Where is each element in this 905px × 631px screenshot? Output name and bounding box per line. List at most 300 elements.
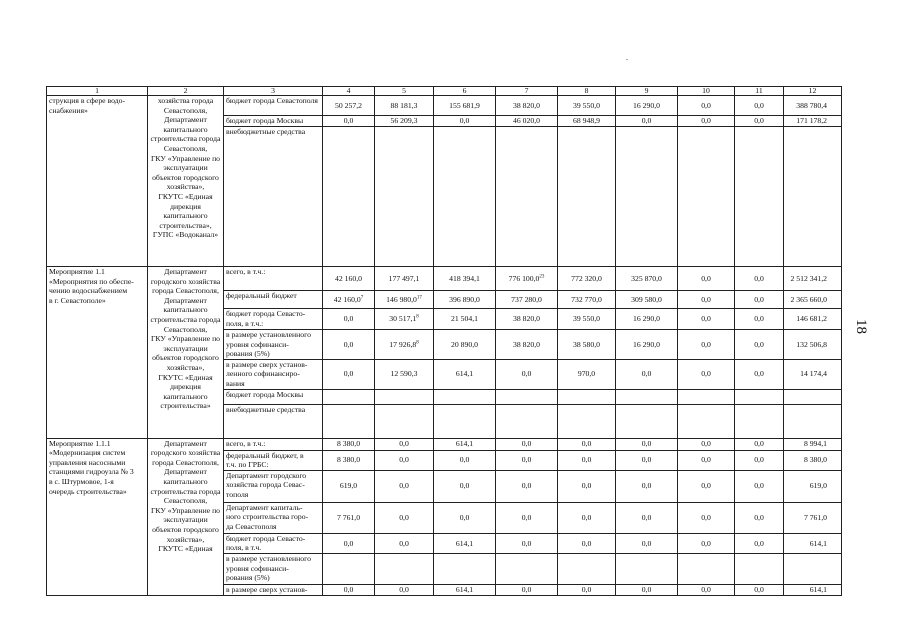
value-text: 2 365 660,0 <box>790 294 827 304</box>
value-text: 0,0 <box>701 273 711 283</box>
value-text: 0,0 <box>641 116 652 126</box>
value-cell <box>434 330 496 360</box>
value-text: 16 290,0 <box>633 100 660 110</box>
column-header: 1 <box>47 87 148 96</box>
value-cell <box>434 438 496 450</box>
value-text: 0,0 <box>399 584 409 594</box>
value-cell <box>558 330 616 360</box>
value-cell <box>558 404 616 438</box>
funding-source: бюджет города Севасто- поля, в т.ч.: <box>224 309 323 330</box>
value-cell <box>434 470 496 502</box>
value-text: 614,1 <box>809 584 827 594</box>
header-row <box>47 87 842 96</box>
value-cell <box>375 404 434 438</box>
value-cell <box>496 267 558 291</box>
value-cell <box>558 584 616 595</box>
value-text: 0,0 <box>399 455 409 465</box>
value-cell <box>735 584 784 595</box>
value-cell <box>375 470 434 502</box>
value-cell <box>735 450 784 470</box>
value-cell <box>616 553 678 584</box>
value-cell <box>558 389 616 404</box>
value-text: 0,0 <box>701 339 711 349</box>
value-cell <box>784 450 842 470</box>
value-text: 732 770,0 <box>571 294 602 304</box>
value-text: 0,0 <box>581 538 592 548</box>
value-cell <box>616 309 678 330</box>
value-text: 38 820,0 <box>513 314 540 324</box>
value-cell <box>735 267 784 291</box>
value-text: 619,0 <box>809 481 827 491</box>
value-text: 0,0 <box>399 512 409 522</box>
value-text: 16 290,0 <box>633 314 660 324</box>
value-cell <box>375 116 434 127</box>
value-cell <box>323 389 375 404</box>
value-text: 0,0 <box>343 339 354 349</box>
value-cell <box>784 267 842 291</box>
value-text: 0,0 <box>701 481 711 491</box>
value-text: 8 380,0 <box>336 439 361 449</box>
value-text: 614,1 <box>455 369 474 379</box>
value-cell <box>558 470 616 502</box>
value-text: 0,0 <box>343 369 354 379</box>
value-text: 0,0 <box>701 314 711 324</box>
funding-source: федеральный бюджет, в т.ч. по ГРБС: <box>224 450 323 470</box>
value-cell <box>678 291 735 309</box>
value-cell <box>434 116 496 127</box>
value-text: 0,0 <box>701 584 711 594</box>
value-cell <box>323 127 375 267</box>
value-cell <box>678 553 735 584</box>
value-cell <box>678 116 735 127</box>
value-cell <box>323 470 375 502</box>
funding-source: всего, в т.ч.: <box>224 267 323 291</box>
footnote-mark: 8 <box>416 314 419 320</box>
value-cell <box>678 470 735 502</box>
value-cell <box>496 502 558 533</box>
value-text: 0,0 <box>701 369 711 379</box>
value-cell <box>784 330 842 360</box>
value-text: 309 580,0 <box>631 294 662 304</box>
value-cell <box>616 404 678 438</box>
value-text: 0,0 <box>521 512 532 522</box>
value-text: 56 209,3 <box>390 116 418 126</box>
footnote-mark: 8 <box>416 340 419 346</box>
value-cell <box>434 96 496 116</box>
value-text: 0,0 <box>754 512 764 522</box>
value-text: 42 160,0 <box>335 273 362 283</box>
column-header: 9 <box>616 87 678 96</box>
column-header: 3 <box>224 87 323 96</box>
value-cell <box>784 359 842 389</box>
value-cell <box>616 359 678 389</box>
value-cell <box>375 502 434 533</box>
value-cell <box>434 502 496 533</box>
value-cell <box>375 533 434 553</box>
value-text: 388 780,4 <box>796 100 827 110</box>
value-cell <box>496 127 558 267</box>
value-text: 0,0 <box>754 294 764 304</box>
value-cell <box>496 359 558 389</box>
value-cell <box>434 127 496 267</box>
value-text: 0,0 <box>754 439 764 449</box>
value-cell <box>558 450 616 470</box>
footnote-mark: 17 <box>416 295 422 301</box>
value-cell <box>735 116 784 127</box>
value-cell <box>434 584 496 595</box>
value-cell <box>496 438 558 450</box>
value-text: 0,0 <box>581 584 592 594</box>
value-cell <box>323 553 375 584</box>
value-text: 0,0 <box>521 369 532 379</box>
value-cell <box>323 404 375 438</box>
value-cell <box>496 291 558 309</box>
value-cell <box>323 533 375 553</box>
value-text: 177 497,1 <box>388 273 420 283</box>
value-cell <box>558 553 616 584</box>
value-text: 7 761,0 <box>803 512 827 522</box>
value-cell <box>496 309 558 330</box>
value-text: 396 890,0 <box>449 294 480 304</box>
value-cell <box>784 584 842 595</box>
value-cell <box>558 533 616 553</box>
value-cell <box>678 438 735 450</box>
value-cell <box>375 309 434 330</box>
measure-name: Мероприятие 1.1 «Мероприятия по обеспе- чению водоснабжением в г. Севастополе» <box>47 267 148 439</box>
column-header: 12 <box>784 87 842 96</box>
value-cell <box>735 470 784 502</box>
value-text: 614,1 <box>455 584 474 594</box>
value-text: 0,0 <box>641 538 652 548</box>
value-cell <box>496 450 558 470</box>
value-cell <box>496 553 558 584</box>
value-text: 0,0 <box>521 584 532 594</box>
value-cell <box>375 359 434 389</box>
value-cell <box>375 330 434 360</box>
value-cell <box>558 438 616 450</box>
value-cell <box>784 404 842 438</box>
value-text: 776 100,0 <box>508 273 540 283</box>
value-cell <box>323 309 375 330</box>
value-cell <box>323 330 375 360</box>
value-cell <box>678 309 735 330</box>
value-text: 0,0 <box>754 455 764 465</box>
value-text: 0,0 <box>343 116 354 126</box>
value-cell <box>434 309 496 330</box>
column-header: 8 <box>558 87 616 96</box>
value-text: 38 820,0 <box>513 100 540 110</box>
table-row <box>47 96 842 116</box>
value-text: 21 504,1 <box>451 314 478 324</box>
column-header: 5 <box>375 87 434 96</box>
value-cell <box>323 438 375 450</box>
value-cell <box>784 116 842 127</box>
value-cell <box>678 96 735 116</box>
value-cell <box>678 584 735 595</box>
column-header: 2 <box>148 87 224 96</box>
value-cell <box>678 359 735 389</box>
value-text: 8 380,0 <box>336 455 361 465</box>
value-text: 0,0 <box>399 439 409 449</box>
executor-name: Департамент городского хозяйства города Севастополя, Департамент капитального строительства города Севастополя, ГКУ «Управление по эксплуатации объектов городского хозяйства», ГКУТС «Единая <box>148 438 224 595</box>
value-cell <box>616 267 678 291</box>
value-text: 0,0 <box>754 100 764 110</box>
value-cell <box>678 127 735 267</box>
value-cell <box>735 553 784 584</box>
value-cell <box>616 330 678 360</box>
value-cell <box>678 330 735 360</box>
value-text: 8 380,0 <box>803 455 827 465</box>
value-cell <box>735 502 784 533</box>
value-text: 0,0 <box>641 439 652 449</box>
value-text: 68 948,9 <box>573 116 600 126</box>
funding-source: Департамент городского хозяйства города Севас- тополя <box>224 470 323 502</box>
value-cell <box>434 359 496 389</box>
funding-source: внебюджетные средства <box>224 127 323 267</box>
value-cell <box>735 359 784 389</box>
funding-source: бюджет города Москвы <box>224 116 323 127</box>
funding-source: внебюджетные средства <box>224 404 323 438</box>
value-text: 7 761,0 <box>336 512 361 522</box>
value-cell <box>558 309 616 330</box>
value-cell <box>375 450 434 470</box>
value-cell <box>735 96 784 116</box>
value-text: 30 517,1 <box>389 314 417 324</box>
value-cell <box>323 96 375 116</box>
value-text: 0,0 <box>521 481 532 491</box>
value-text: 0,0 <box>641 455 652 465</box>
funding-source: в размере сверх установ- <box>224 584 323 595</box>
executor-name: хозяйства города Севастополя, Департамент капитального строительства города Севастополя, ГКУ «Управление по эксплуатации объектов городского хозяйства», ГКУТС «Единая дирекция капитального строительства», ГУПС «Водоканал» <box>148 96 224 267</box>
value-text: 17 926,8 <box>389 339 417 349</box>
value-cell <box>616 502 678 533</box>
value-text: 772 320,0 <box>571 273 602 283</box>
value-text: 970,0 <box>577 369 596 379</box>
value-cell <box>784 438 842 450</box>
value-cell <box>558 96 616 116</box>
value-text: 0,0 <box>521 538 532 548</box>
value-text: 0,0 <box>754 481 764 491</box>
value-cell <box>323 267 375 291</box>
value-cell <box>496 533 558 553</box>
value-cell <box>784 553 842 584</box>
value-text: 0,0 <box>459 455 470 465</box>
value-cell <box>735 533 784 553</box>
value-text: 0,0 <box>701 116 711 126</box>
value-text: 8 994,1 <box>803 439 827 449</box>
value-cell <box>558 116 616 127</box>
value-cell <box>678 502 735 533</box>
value-text: 737 280,0 <box>511 294 542 304</box>
value-text: 0,0 <box>754 273 764 283</box>
value-text: 0,0 <box>399 538 409 548</box>
value-text: 38 820,0 <box>513 339 540 349</box>
value-cell <box>375 127 434 267</box>
value-cell <box>784 533 842 553</box>
value-cell <box>678 389 735 404</box>
value-text: 0,0 <box>641 369 652 379</box>
value-text: 0,0 <box>701 294 711 304</box>
value-text: 171 178,2 <box>796 116 827 126</box>
value-cell <box>323 291 375 309</box>
value-text: 0,0 <box>343 538 354 548</box>
value-cell <box>434 267 496 291</box>
value-cell <box>678 533 735 553</box>
value-text: 0,0 <box>459 116 470 126</box>
value-cell <box>496 584 558 595</box>
value-text: 0,0 <box>701 100 711 110</box>
value-cell <box>616 127 678 267</box>
value-cell <box>375 553 434 584</box>
value-cell <box>784 309 842 330</box>
value-text: 132 506,8 <box>796 339 827 349</box>
value-text: 418 394,1 <box>449 273 480 283</box>
value-cell <box>323 502 375 533</box>
funding-source: бюджет города Москвы <box>224 389 323 404</box>
value-text: 0,0 <box>343 584 354 594</box>
funding-source: в размере установленного уровня софинанси- рования (5%) <box>224 330 323 360</box>
value-cell <box>375 267 434 291</box>
value-cell <box>496 330 558 360</box>
value-cell <box>735 438 784 450</box>
value-cell <box>784 470 842 502</box>
value-text: 146 681,2 <box>796 314 827 324</box>
value-text: 0,0 <box>581 455 592 465</box>
funding-source: в размере сверх установ- ленного софинансиро- вания <box>224 359 323 389</box>
value-text: 0,0 <box>521 455 532 465</box>
value-text: 0,0 <box>521 439 532 449</box>
value-text: 614,1 <box>809 538 827 548</box>
value-text: 0,0 <box>581 512 592 522</box>
value-cell <box>434 389 496 404</box>
table-row <box>47 267 842 291</box>
value-text: 0,0 <box>701 512 711 522</box>
value-text: 0,0 <box>641 584 652 594</box>
value-text: 16 290,0 <box>633 339 660 349</box>
funding-source: бюджет города Севасто- поля, в т.ч. <box>224 533 323 553</box>
executor-name: Департамент городского хозяйства города Севастополя, Департамент капитального строительства города Севастополя, ГКУ «Управление по эксплуатации объектов городского хозяйства», ГКУТС «Единая дирекция капитального строительства» <box>148 267 224 439</box>
funding-source: федеральный бюджет <box>224 291 323 309</box>
value-cell <box>496 116 558 127</box>
value-cell <box>678 404 735 438</box>
value-text: 0,0 <box>459 512 470 522</box>
footnote-mark: 7 <box>360 295 364 301</box>
page-number: 18 <box>853 319 869 334</box>
value-cell <box>616 450 678 470</box>
value-text: 88 181,3 <box>390 100 418 110</box>
value-cell <box>784 96 842 116</box>
value-text: 0,0 <box>754 369 764 379</box>
value-text: 2 512 341,2 <box>790 273 827 283</box>
value-text: 39 550,0 <box>573 314 600 324</box>
value-text: 0,0 <box>343 314 354 324</box>
value-cell <box>434 291 496 309</box>
value-cell <box>678 450 735 470</box>
value-cell <box>616 291 678 309</box>
value-text: 146 980,0 <box>386 294 417 304</box>
value-text: 0,0 <box>701 439 711 449</box>
value-cell <box>616 116 678 127</box>
value-cell <box>735 404 784 438</box>
value-text: 0,0 <box>754 116 764 126</box>
financing-table <box>46 86 842 596</box>
value-cell <box>784 502 842 533</box>
value-cell <box>784 291 842 309</box>
value-text: 50 257,2 <box>335 100 362 110</box>
value-text: 39 550,0 <box>573 100 600 110</box>
column-header: 10 <box>678 87 735 96</box>
value-cell <box>323 584 375 595</box>
value-cell <box>434 450 496 470</box>
value-cell <box>784 127 842 267</box>
value-text: 0,0 <box>754 538 764 548</box>
value-cell <box>434 533 496 553</box>
value-cell <box>496 389 558 404</box>
measure-name: Мероприятие 1.1.1 «Модернизация систем управления насосными станциями гидроузла № 3 в с. Штурмовое, 1-я очередь строительства» <box>47 438 148 595</box>
value-text: 0,0 <box>581 481 592 491</box>
column-header: 4 <box>323 87 375 96</box>
funding-source: всего, в т.ч.: <box>224 438 323 450</box>
value-text: 0,0 <box>641 512 652 522</box>
value-text: 0,0 <box>701 455 711 465</box>
value-cell <box>558 359 616 389</box>
value-text: 0,0 <box>581 439 592 449</box>
value-cell <box>616 533 678 553</box>
column-header: 6 <box>434 87 496 96</box>
value-cell <box>558 502 616 533</box>
column-header: 7 <box>496 87 558 96</box>
value-cell <box>678 267 735 291</box>
value-text: 325 870,0 <box>631 273 662 283</box>
value-cell <box>375 438 434 450</box>
value-cell <box>735 389 784 404</box>
value-cell <box>558 127 616 267</box>
value-cell <box>616 470 678 502</box>
scan-speck: . <box>626 53 628 62</box>
value-text: 20 890,0 <box>451 339 478 349</box>
value-text: 12 590,3 <box>390 369 418 379</box>
value-cell <box>735 330 784 360</box>
value-text: 0,0 <box>754 584 764 594</box>
value-cell <box>375 584 434 595</box>
value-text: 14 174,4 <box>800 369 827 379</box>
value-text: 0,0 <box>399 481 409 491</box>
value-text: 614,1 <box>455 439 474 449</box>
column-header: 11 <box>735 87 784 96</box>
value-text: 614,1 <box>455 538 474 548</box>
value-cell <box>323 116 375 127</box>
value-text: 0,0 <box>459 481 470 491</box>
value-cell <box>735 291 784 309</box>
value-cell <box>375 389 434 404</box>
funding-source: в размере установленного уровня софинанси- рования (5%) <box>224 553 323 584</box>
value-text: 46 020,0 <box>513 116 540 126</box>
value-cell <box>496 470 558 502</box>
value-cell <box>616 389 678 404</box>
value-text: 42 160,0 <box>333 294 361 304</box>
value-text: 38 580,0 <box>573 339 600 349</box>
value-cell <box>434 553 496 584</box>
value-cell <box>496 96 558 116</box>
value-cell <box>496 404 558 438</box>
measure-name: струкция в сфере водо- снабжения» <box>47 96 148 267</box>
funding-source: Департамент капиталь- ного строительства горо- да Севастополя <box>224 502 323 533</box>
value-cell <box>434 404 496 438</box>
table-row <box>47 438 842 450</box>
value-cell <box>558 291 616 309</box>
funding-source: бюджет города Севастополя <box>224 96 323 116</box>
value-text: 0,0 <box>754 314 764 324</box>
